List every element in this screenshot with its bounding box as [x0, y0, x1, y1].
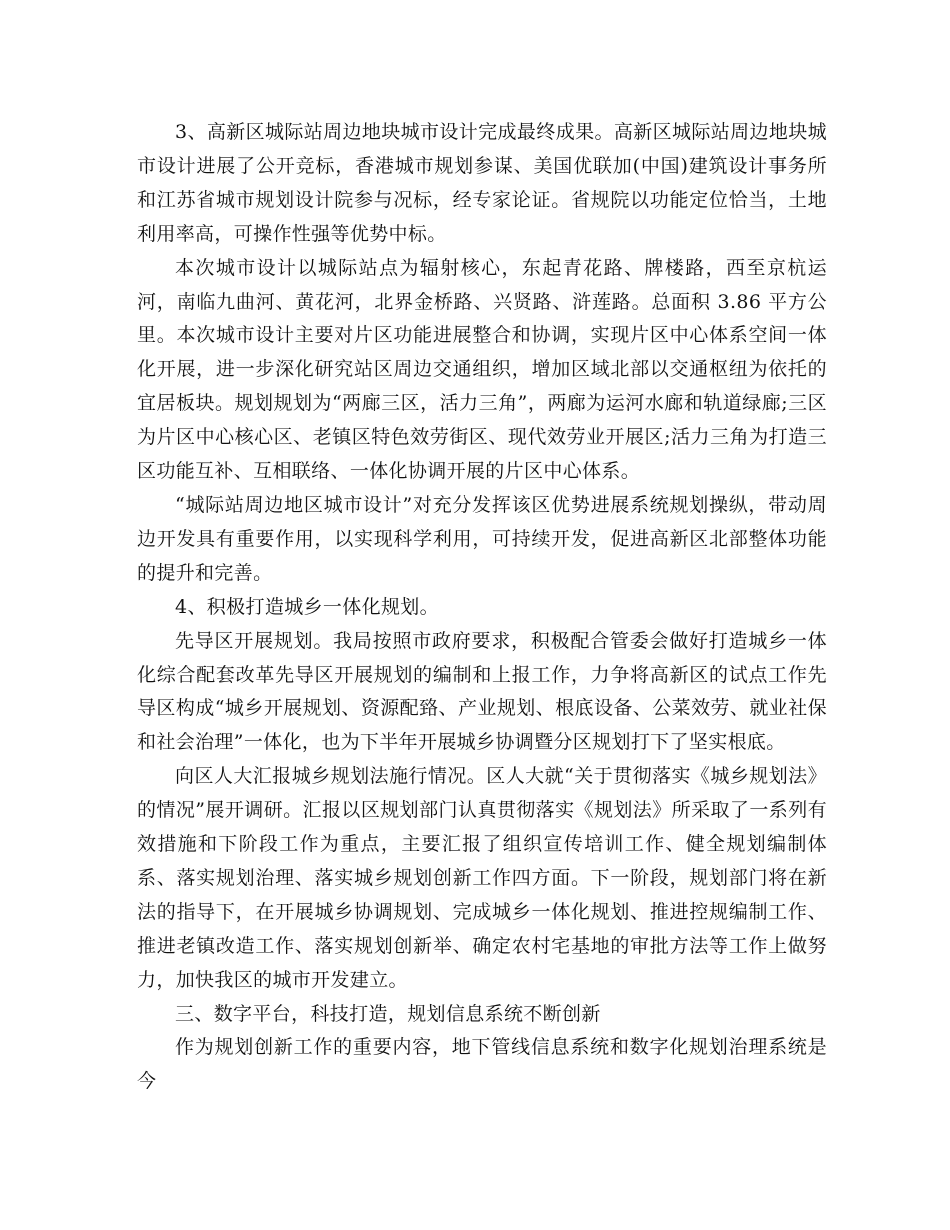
section-heading-digital-platform: 三、数字平台，科技打造，规划信息系统不断创新 [175, 1002, 601, 1025]
document-body [137, 116, 827, 1099]
paragraph-item-4-heading: 4、积极打造城乡一体化规划。 [175, 595, 439, 618]
paragraph-npc-report: 向区人大汇报城乡规划法施行情况。区人大就“关于贯彻落实《城乡规划法》的情况”展开调研。汇报以区规划部门认真贯彻落实《规划法》所采取了一系列有效措施和下阶段工作为重点，主要汇报了组织宣传培训工作、健全规划编制体系、落实规划治理、落实城乡规划创新工作四方面。下一阶段，规划部门将在新法的指导下，在开展城乡协调规划、完成城乡一体化规划、推进控规编制工作、推进老镇改造工作、落实规划创新举、确定农村宅基地的审批方法等工作上做努力，加快我区的城市开发建立。 [137, 765, 827, 991]
paragraph-design-scope: 本次城市设计以城际站点为辐射核心，东起青花路、牌楼路，西至京杭运河，南临九曲河、黄花河，北界金桥路、兴贤路、浒莲路。总面积 3.86 平方公里。本次城市设计主要对片区功能进展整合和协调，实现片区中心体系空间一体化开展，进一步深化研究站区周边交通组织，增加区域北部以交通枢纽为依托的宜居板块。规划规划为“两廊三区，活力三角”，两廊为运河水廊和轨道绿廊;三区为片区中心核心区、老镇区特色效劳街区、现代效劳业开展区;活力三角为打造三区功能互补、互相联络、一体化协调开展的片区中心体系。 [137, 256, 827, 483]
paragraph-pilot-zone: 先导区开展规划。我局按照市政府要求，积极配合管委会做好打造城乡一体化综合配套改革先导区开展规划的编制和上报工作，力争将高新区的试点工作先导区构成“城乡开展规划、资源配臵、产业规划、根底设备、公菜效劳、就业社保和社会治理”一体化，也为下半年开展城乡协调暨分区规划打下了坚实根底。 [137, 629, 827, 754]
paragraph-info-system: 作为规划创新工作的重要内容，地下管线信息系统和数字化规划治理系统是今 [137, 1036, 827, 1093]
paragraph-item-3-heading: 3、高新区城际站周边地块城市设计完成最终成果。高新区城际站周边地块城市设计进展了公开竞标，香港城市规划参谋、美国优联加(中国)建筑设计事务所和江苏省城市规划设计院参与况标，经专家论证。省规院以功能定位恰当，土地利用率高，可操作性强等优势中标。 [137, 121, 827, 245]
paragraph-design-significance: “城际站周边地区城市设计”对充分发挥该区优势进展系统规划操纵，带动周边开发具有重要作用，以实现科学利用，可持续开发，促进高新区北部整体功能的提升和完善。 [137, 493, 827, 584]
